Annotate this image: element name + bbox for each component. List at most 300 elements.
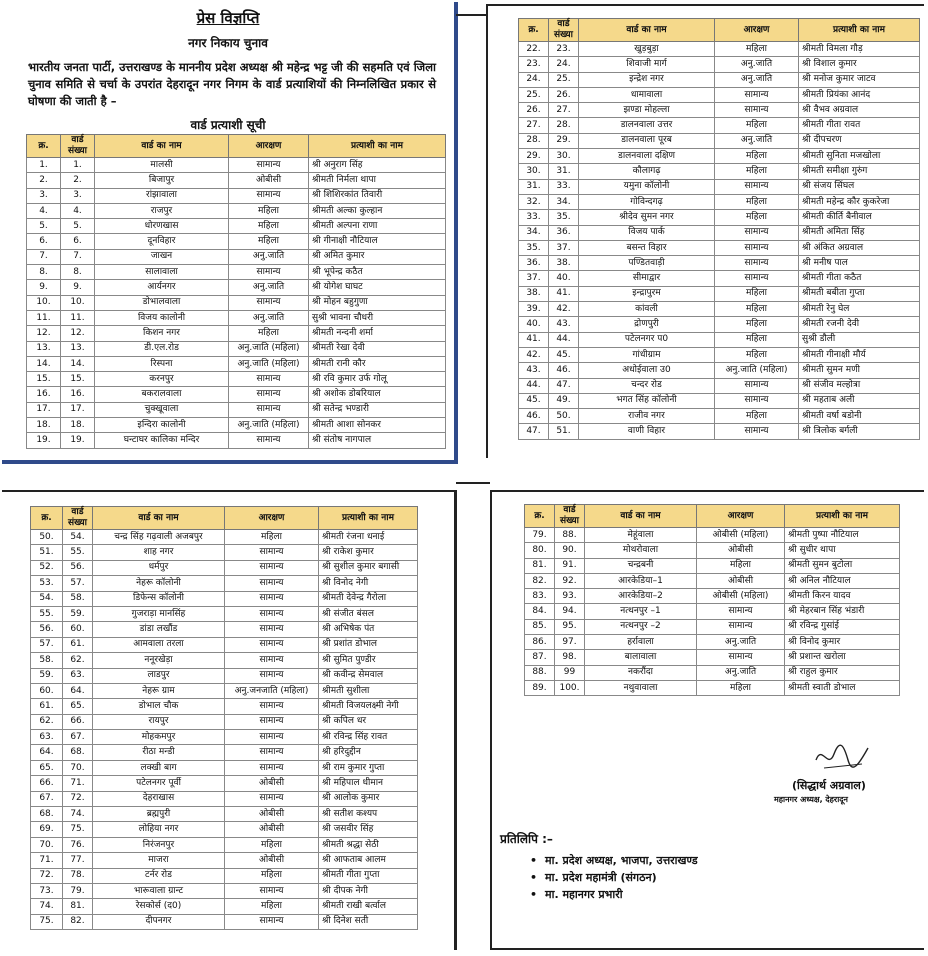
reservation-cell: महिला bbox=[715, 302, 799, 317]
ward-number-cell: 18. bbox=[61, 418, 95, 433]
ward-name-cell: भगत सिंह कॉलोनी bbox=[579, 393, 715, 408]
ward-name-cell: जाखन bbox=[95, 249, 229, 264]
ward-name-cell: यमुना कॉलोनी bbox=[579, 179, 715, 194]
ward-name-cell: दूनविहार bbox=[95, 234, 229, 249]
ward-name-cell: बकरालवाला bbox=[95, 387, 229, 402]
sr-cell: 9. bbox=[27, 280, 61, 295]
sr-cell: 39. bbox=[519, 302, 549, 317]
table-row bbox=[31, 530, 418, 545]
table-row bbox=[519, 194, 920, 209]
ward-name-cell: मेहूंवाला bbox=[585, 528, 697, 543]
copy-to-item: • मा. प्रदेश अध्यक्ष, भाजपा, उत्तराखण्ड bbox=[530, 852, 698, 869]
ward-number-cell: 36. bbox=[549, 225, 579, 240]
reservation-cell: सामान्य bbox=[225, 760, 319, 775]
candidate-table-4 bbox=[524, 504, 900, 696]
column-header-candidate: प्रत्याशी का नाम bbox=[309, 135, 446, 158]
reservation-cell: महिला bbox=[229, 203, 309, 218]
candidate-name-cell: श्री प्रशांत डोभाल bbox=[319, 637, 418, 652]
candidate-name-cell: श्रीमती सुशीला bbox=[319, 683, 418, 698]
ward-name-cell: बिजापुर bbox=[95, 173, 229, 188]
ward-name-cell: विजय पार्क bbox=[579, 225, 715, 240]
reservation-cell: अनु.जाति (महिला) bbox=[229, 418, 309, 433]
candidate-name-cell: श्री संतोष नागपाल bbox=[309, 433, 446, 448]
ward-number-cell: 6. bbox=[61, 234, 95, 249]
candidate-name-cell: श्री प्रशान्त खरोला bbox=[785, 650, 900, 665]
candidate-name-cell: श्रीमती रेनु घेल bbox=[799, 302, 920, 317]
ward-number-cell: 27. bbox=[549, 103, 579, 118]
column-header-sr: क्र. bbox=[519, 19, 549, 42]
copy-to-label: प्रतिलिपि :– bbox=[500, 832, 553, 846]
reservation-cell: अनु.जाति bbox=[229, 310, 309, 325]
sr-cell: 1. bbox=[27, 158, 61, 173]
ward-name-cell: नकरौंदा bbox=[585, 665, 697, 680]
candidate-name-cell: श्रीमती बबीता गुप्ता bbox=[799, 286, 920, 301]
ward-number-cell: 10. bbox=[61, 295, 95, 310]
reservation-cell: महिला bbox=[697, 680, 785, 695]
reservation-cell: सामान्य bbox=[225, 791, 319, 806]
table-row bbox=[519, 133, 920, 148]
ward-number-cell: 61. bbox=[63, 637, 93, 652]
candidate-name-cell: श्री रविन्द्र गुसांई bbox=[785, 619, 900, 634]
copy-to-item: • मा. महानगर प्रभारी bbox=[530, 886, 698, 903]
ward-number-cell: 9. bbox=[61, 280, 95, 295]
reservation-cell: महिला bbox=[225, 530, 319, 545]
reservation-cell: सामान्य bbox=[229, 188, 309, 203]
reservation-cell: अनु.जाति (महिला) bbox=[715, 363, 799, 378]
ward-number-cell: 79. bbox=[63, 883, 93, 898]
signatory-role: महानगर अध्यक्ष, देहरादून bbox=[774, 795, 848, 804]
ward-name-cell: कौलागढ़ bbox=[579, 164, 715, 179]
ward-number-cell: 29. bbox=[549, 133, 579, 148]
sr-cell: 71. bbox=[31, 853, 63, 868]
sr-cell: 38. bbox=[519, 286, 549, 301]
ward-name-cell: चन्द्र सिंह गढ़वाली अजबपुर bbox=[93, 530, 225, 545]
sr-cell: 58. bbox=[31, 653, 63, 668]
candidate-name-cell: श्री दीपक नेगी bbox=[319, 883, 418, 898]
ward-name-cell: मोहकमपुर bbox=[93, 730, 225, 745]
sr-cell: 60. bbox=[31, 683, 63, 698]
table-row bbox=[27, 234, 446, 249]
column-header-ward-name: वार्ड का नाम bbox=[95, 135, 229, 158]
table-row bbox=[31, 914, 418, 929]
table-row bbox=[519, 42, 920, 57]
reservation-cell: सामान्य bbox=[225, 591, 319, 606]
table-row bbox=[31, 560, 418, 575]
candidate-name-cell: श्री वैभव अग्रवाल bbox=[799, 103, 920, 118]
sr-cell: 30. bbox=[519, 164, 549, 179]
reservation-cell: महिला bbox=[715, 409, 799, 424]
ward-number-cell: 15. bbox=[61, 372, 95, 387]
sr-cell: 68. bbox=[31, 807, 63, 822]
reservation-cell: सामान्य bbox=[715, 87, 799, 102]
ward-name-cell: डिफेन्स कॉलोनी bbox=[93, 591, 225, 606]
candidate-name-cell: श्री अशोक डोबरियाल bbox=[309, 387, 446, 402]
ward-number-cell: 28. bbox=[549, 118, 579, 133]
ward-name-cell: हर्रावाला bbox=[585, 635, 697, 650]
ward-number-cell: 68. bbox=[63, 745, 93, 760]
sr-cell: 53. bbox=[31, 576, 63, 591]
table-row bbox=[31, 606, 418, 621]
sr-cell: 85. bbox=[525, 619, 555, 634]
reservation-cell: सामान्य bbox=[715, 393, 799, 408]
column-header-reservation: आरक्षण bbox=[225, 507, 319, 530]
reservation-cell: सामान्य bbox=[229, 295, 309, 310]
candidate-name-cell: श्री सुमित पुण्डीर bbox=[319, 653, 418, 668]
candidate-name-cell: श्रीमती राखी बर्त्वाल bbox=[319, 899, 418, 914]
sr-cell: 29. bbox=[519, 149, 549, 164]
candidate-name-cell: श्रीमती कीर्ति बैनीवाल bbox=[799, 210, 920, 225]
ward-number-cell: 35. bbox=[549, 210, 579, 225]
reservation-cell: सामान्य bbox=[225, 699, 319, 714]
candidate-name-cell: श्री रविन्द्र सिंह रावत bbox=[319, 730, 418, 745]
candidate-name-cell: श्री अमित कुमार bbox=[309, 249, 446, 264]
sr-cell: 22. bbox=[519, 42, 549, 57]
candidate-name-cell: श्रीमती रंजना धनाई bbox=[319, 530, 418, 545]
candidate-table-1 bbox=[26, 134, 446, 449]
ward-number-cell: 30. bbox=[549, 149, 579, 164]
table-row bbox=[525, 680, 900, 695]
ward-name-cell: अधोईवाला उ0 bbox=[579, 363, 715, 378]
column-header-sr: क्र. bbox=[27, 135, 61, 158]
ward-name-cell: सीमाद्वार bbox=[579, 271, 715, 286]
ward-number-cell: 45. bbox=[549, 347, 579, 362]
ward-name-cell: झण्डा मोहल्ला bbox=[579, 103, 715, 118]
sr-cell: 44. bbox=[519, 378, 549, 393]
reservation-cell: सामान्य bbox=[229, 265, 309, 280]
table-row bbox=[519, 393, 920, 408]
page-panel-4 bbox=[490, 490, 924, 950]
ward-number-cell: 95. bbox=[555, 619, 585, 634]
sr-cell: 16. bbox=[27, 387, 61, 402]
table-row bbox=[31, 714, 418, 729]
ward-name-cell: घन्टाघर कालिका मन्दिर bbox=[95, 433, 229, 448]
reservation-cell: ओबीसी bbox=[225, 853, 319, 868]
table-row bbox=[519, 424, 920, 439]
sr-cell: 3. bbox=[27, 188, 61, 203]
sr-cell: 34. bbox=[519, 225, 549, 240]
sr-cell: 84. bbox=[525, 604, 555, 619]
sr-cell: 79. bbox=[525, 528, 555, 543]
table-row bbox=[31, 653, 418, 668]
sr-cell: 14. bbox=[27, 356, 61, 371]
table-row bbox=[519, 164, 920, 179]
sr-cell: 82. bbox=[525, 573, 555, 588]
reservation-cell: महिला bbox=[715, 149, 799, 164]
table-row bbox=[27, 387, 446, 402]
candidate-name-cell: श्री विनोद नेगी bbox=[319, 576, 418, 591]
sr-cell: 51. bbox=[31, 545, 63, 560]
ward-name-cell: इन्द्रेश नगर bbox=[579, 72, 715, 87]
reservation-cell: अनु.जनजाति (महिला) bbox=[225, 683, 319, 698]
ward-number-cell: 60. bbox=[63, 622, 93, 637]
reservation-cell: सामान्य bbox=[225, 576, 319, 591]
reservation-cell: सामान्य bbox=[229, 387, 309, 402]
candidate-name-cell: सुश्री भावना चौधरी bbox=[309, 310, 446, 325]
reservation-cell: सामान्य bbox=[715, 424, 799, 439]
candidate-name-cell: श्री महताब अली bbox=[799, 393, 920, 408]
candidate-name-cell: श्रीमती अल्पना राणा bbox=[309, 219, 446, 234]
sr-cell: 17. bbox=[27, 402, 61, 417]
candidate-name-cell: श्री अनुराग सिंह bbox=[309, 158, 446, 173]
reservation-cell: महिला bbox=[715, 317, 799, 332]
ward-number-cell: 57. bbox=[63, 576, 93, 591]
sr-cell: 63. bbox=[31, 730, 63, 745]
table-row bbox=[27, 341, 446, 356]
ward-name-cell: पटेलनगर प0 bbox=[579, 332, 715, 347]
candidate-name-cell: श्री मनोज कुमार जाटव bbox=[799, 72, 920, 87]
ward-number-cell: 41. bbox=[549, 286, 579, 301]
reservation-cell: महिला bbox=[229, 326, 309, 341]
table-row bbox=[31, 899, 418, 914]
ward-name-cell: ननूरखेड़ा bbox=[93, 653, 225, 668]
ward-number-cell: 88. bbox=[555, 528, 585, 543]
sr-cell: 81. bbox=[525, 558, 555, 573]
sr-cell: 70. bbox=[31, 837, 63, 852]
candidate-name-cell: श्रीमती देवेन्द्र गैरोला bbox=[319, 591, 418, 606]
reservation-cell: महिला bbox=[697, 558, 785, 573]
signatory-name: (सिद्धार्थ अग्रवाल) bbox=[792, 779, 866, 792]
ward-number-cell: 13. bbox=[61, 341, 95, 356]
ward-number-cell: 59. bbox=[63, 606, 93, 621]
table-row bbox=[27, 402, 446, 417]
column-header-ward-name: वार्ड का नाम bbox=[93, 507, 225, 530]
candidate-name-cell: श्रीमती नन्दनी शर्मा bbox=[309, 326, 446, 341]
table-row bbox=[27, 203, 446, 218]
column-header-reservation: आरक्षण bbox=[715, 19, 799, 42]
ward-number-cell: 7. bbox=[61, 249, 95, 264]
ward-number-cell: 12. bbox=[61, 326, 95, 341]
candidate-name-cell: श्री आलोक कुमार bbox=[319, 791, 418, 806]
ward-name-cell: टर्नर रोड bbox=[93, 868, 225, 883]
candidate-name-cell: श्री जसवीर सिंह bbox=[319, 822, 418, 837]
ward-name-cell: माजरा bbox=[93, 853, 225, 868]
table-row bbox=[27, 280, 446, 295]
reservation-cell: अनु.जाति bbox=[715, 72, 799, 87]
candidate-name-cell: श्रीमती अल्का कुल्हान bbox=[309, 203, 446, 218]
ward-number-cell: 94. bbox=[555, 604, 585, 619]
column-header-ward-name: वार्ड का नाम bbox=[585, 505, 697, 528]
ward-name-cell: रिस्पना bbox=[95, 356, 229, 371]
candidate-name-cell: श्री संजीव मल्होत्रा bbox=[799, 378, 920, 393]
ward-name-cell: चन्दर रोड bbox=[579, 378, 715, 393]
sr-cell: 88. bbox=[525, 665, 555, 680]
ward-number-cell: 19. bbox=[61, 433, 95, 448]
sr-cell: 25. bbox=[519, 87, 549, 102]
table-row bbox=[27, 372, 446, 387]
sr-cell: 74. bbox=[31, 899, 63, 914]
table-row bbox=[31, 760, 418, 775]
table-row bbox=[519, 118, 920, 133]
ward-name-cell: शिवाजी मार्ग bbox=[579, 57, 715, 72]
table-row bbox=[519, 286, 920, 301]
candidate-name-cell: श्रीमती गीता कठैत bbox=[799, 271, 920, 286]
candidate-name-cell: श्री दिनेश सती bbox=[319, 914, 418, 929]
reservation-cell: अनु.जाति bbox=[697, 635, 785, 650]
candidate-name-cell: श्री मेहरबान सिंह भंडारी bbox=[785, 604, 900, 619]
table-row bbox=[31, 868, 418, 883]
table-row bbox=[27, 433, 446, 448]
ward-name-cell: गांधीग्राम bbox=[579, 347, 715, 362]
table-row bbox=[519, 317, 920, 332]
candidate-name-cell: श्री आफताब आलम bbox=[319, 853, 418, 868]
reservation-cell: सामान्य bbox=[697, 650, 785, 665]
table-row bbox=[31, 591, 418, 606]
table-row bbox=[31, 791, 418, 806]
candidate-name-cell: श्री विशाल कुमार bbox=[799, 57, 920, 72]
ward-number-cell: 74. bbox=[63, 807, 93, 822]
sr-cell: 75. bbox=[31, 914, 63, 929]
table-row bbox=[525, 528, 900, 543]
candidate-name-cell: श्रीमती विमला गौड़ bbox=[799, 42, 920, 57]
sr-cell: 65. bbox=[31, 760, 63, 775]
candidate-name-cell: श्रीमती वर्षा बडोनी bbox=[799, 409, 920, 424]
candidate-name-cell: श्रीमती किरन यादव bbox=[785, 589, 900, 604]
sr-cell: 23. bbox=[519, 57, 549, 72]
ward-number-cell: 3. bbox=[61, 188, 95, 203]
table-row bbox=[31, 883, 418, 898]
reservation-cell: महिला bbox=[715, 332, 799, 347]
ward-name-cell: करनपुर bbox=[95, 372, 229, 387]
reservation-cell: महिला bbox=[715, 42, 799, 57]
table-row bbox=[525, 589, 900, 604]
candidate-name-cell: श्रीमती समीक्षा गुरुंग bbox=[799, 164, 920, 179]
sr-cell: 32. bbox=[519, 194, 549, 209]
table-row bbox=[31, 822, 418, 837]
candidate-name-cell: श्री राकेश कुमार bbox=[319, 545, 418, 560]
sr-cell: 87. bbox=[525, 650, 555, 665]
ward-name-cell: मालसी bbox=[95, 158, 229, 173]
table-row bbox=[31, 853, 418, 868]
ward-name-cell: रांझावाला bbox=[95, 188, 229, 203]
reservation-cell: अनु.जाति bbox=[229, 280, 309, 295]
ward-number-cell: 54. bbox=[63, 530, 93, 545]
ward-name-cell: वाणी विहार bbox=[579, 424, 715, 439]
column-header-ward-no: वार्ड संख्या bbox=[61, 135, 95, 158]
ward-number-cell: 26. bbox=[549, 87, 579, 102]
ward-name-cell: डोभाल चौक bbox=[93, 699, 225, 714]
sr-cell: 15. bbox=[27, 372, 61, 387]
reservation-cell: ओबीसी bbox=[697, 543, 785, 558]
signature-mark bbox=[810, 740, 874, 776]
reservation-cell: अनु.जाति bbox=[229, 249, 309, 264]
ward-name-cell: विजय कालोनी bbox=[95, 310, 229, 325]
ward-number-cell: 66. bbox=[63, 714, 93, 729]
ward-number-cell: 100. bbox=[555, 680, 585, 695]
page-panel-1 bbox=[2, 2, 458, 464]
reservation-cell: महिला bbox=[225, 899, 319, 914]
ward-name-cell: नेहरू कॉलोनी bbox=[93, 576, 225, 591]
sr-cell: 13. bbox=[27, 341, 61, 356]
table-row bbox=[525, 635, 900, 650]
intro-paragraph: भारतीय जनता पार्टी, उत्तराखण्ड के माननीय प्रदेश अध्यक्ष श्री महेन्द्र भट्ट जी की सहमति एवं जिला चुनाव समिति से चर्चा के उपरांत देहरादून नगर निगम के वार्ड प्रत्याशियों की निम्नलिखित प्रकार से घोषणा की जाती है – bbox=[28, 60, 436, 108]
ward-number-cell: 34. bbox=[549, 194, 579, 209]
candidate-name-cell: श्रीमती रजनी देवी bbox=[799, 317, 920, 332]
ward-number-cell: 91. bbox=[555, 558, 585, 573]
ward-number-cell: 46. bbox=[549, 363, 579, 378]
candidate-name-cell: श्री विनोद कुमार bbox=[785, 635, 900, 650]
table-header-row bbox=[525, 505, 900, 528]
reservation-cell: महिला bbox=[715, 347, 799, 362]
table-row bbox=[519, 57, 920, 72]
table-row bbox=[519, 256, 920, 271]
reservation-cell: ओबीसी (महिला) bbox=[697, 528, 785, 543]
sr-cell: 52. bbox=[31, 560, 63, 575]
table-row bbox=[27, 265, 446, 280]
ward-name-cell: दीपनगर bbox=[93, 914, 225, 929]
table-row bbox=[519, 210, 920, 225]
column-header-ward-name: वार्ड का नाम bbox=[579, 19, 715, 42]
table-header-row bbox=[31, 507, 418, 530]
candidate-table-2 bbox=[518, 18, 920, 440]
ward-name-cell: नत्थनपुर –2 bbox=[585, 619, 697, 634]
candidate-name-cell: श्री सुशील कुमार बगासी bbox=[319, 560, 418, 575]
table-row bbox=[525, 573, 900, 588]
ward-number-cell: 17. bbox=[61, 402, 95, 417]
ward-name-cell: रीठा मन्डी bbox=[93, 745, 225, 760]
sr-cell: 80. bbox=[525, 543, 555, 558]
candidate-name-cell: श्रीमती सुनिता मजखोला bbox=[799, 149, 920, 164]
candidate-name-cell: श्रीमती गीता गुप्ता bbox=[319, 868, 418, 883]
scan-edge-line bbox=[456, 14, 486, 16]
ward-number-cell: 78. bbox=[63, 868, 93, 883]
ward-number-cell: 16. bbox=[61, 387, 95, 402]
table-row bbox=[27, 219, 446, 234]
ward-name-cell: द्रोणपुरी bbox=[579, 317, 715, 332]
ward-number-cell: 56. bbox=[63, 560, 93, 575]
table-row bbox=[27, 310, 446, 325]
candidate-name-cell: श्री महिपाल धीमान bbox=[319, 776, 418, 791]
sr-cell: 7. bbox=[27, 249, 61, 264]
column-header-reservation: आरक्षण bbox=[697, 505, 785, 528]
candidate-name-cell: श्री सतीश कश्यप bbox=[319, 807, 418, 822]
candidate-name-cell: श्रीमती निर्मला थापा bbox=[309, 173, 446, 188]
ward-name-cell: कांवली bbox=[579, 302, 715, 317]
table-row bbox=[31, 730, 418, 745]
reservation-cell: ओबीसी bbox=[229, 173, 309, 188]
sr-cell: 42. bbox=[519, 347, 549, 362]
reservation-cell: सामान्य bbox=[225, 545, 319, 560]
reservation-cell: सामान्य bbox=[715, 225, 799, 240]
candidate-name-cell: श्रीमती रानी कौर bbox=[309, 356, 446, 371]
sr-cell: 73. bbox=[31, 883, 63, 898]
ward-number-cell: 65. bbox=[63, 699, 93, 714]
sr-cell: 12. bbox=[27, 326, 61, 341]
ward-name-cell: लाडपुर bbox=[93, 668, 225, 683]
reservation-cell: सामान्य bbox=[715, 240, 799, 255]
ward-name-cell: नथुवावाला bbox=[585, 680, 697, 695]
sr-cell: 41. bbox=[519, 332, 549, 347]
ward-name-cell: लक्खी बाग bbox=[93, 760, 225, 775]
ward-number-cell: 92. bbox=[555, 573, 585, 588]
candidate-name-cell: श्रीमती अमिता सिंह bbox=[799, 225, 920, 240]
table-row bbox=[519, 179, 920, 194]
candidate-name-cell: श्रीमती प्रियंका आनंद bbox=[799, 87, 920, 102]
candidate-name-cell: श्री राम कुमार गुप्ता bbox=[319, 760, 418, 775]
ward-name-cell: शाह नगर bbox=[93, 545, 225, 560]
ward-name-cell: राजपुर bbox=[95, 203, 229, 218]
ward-name-cell: नेहरू ग्राम bbox=[93, 683, 225, 698]
sr-cell: 10. bbox=[27, 295, 61, 310]
sr-cell: 31. bbox=[519, 179, 549, 194]
reservation-cell: अनु.जाति (महिला) bbox=[229, 341, 309, 356]
candidate-name-cell: श्री कपिल धर bbox=[319, 714, 418, 729]
candidate-name-cell: श्रीमती आशा सोनकर bbox=[309, 418, 446, 433]
ward-number-cell: 93. bbox=[555, 589, 585, 604]
reservation-cell: ओबीसी bbox=[225, 807, 319, 822]
column-header-reservation: आरक्षण bbox=[229, 135, 309, 158]
ward-number-cell: 14. bbox=[61, 356, 95, 371]
scan-edge-line bbox=[456, 482, 490, 484]
